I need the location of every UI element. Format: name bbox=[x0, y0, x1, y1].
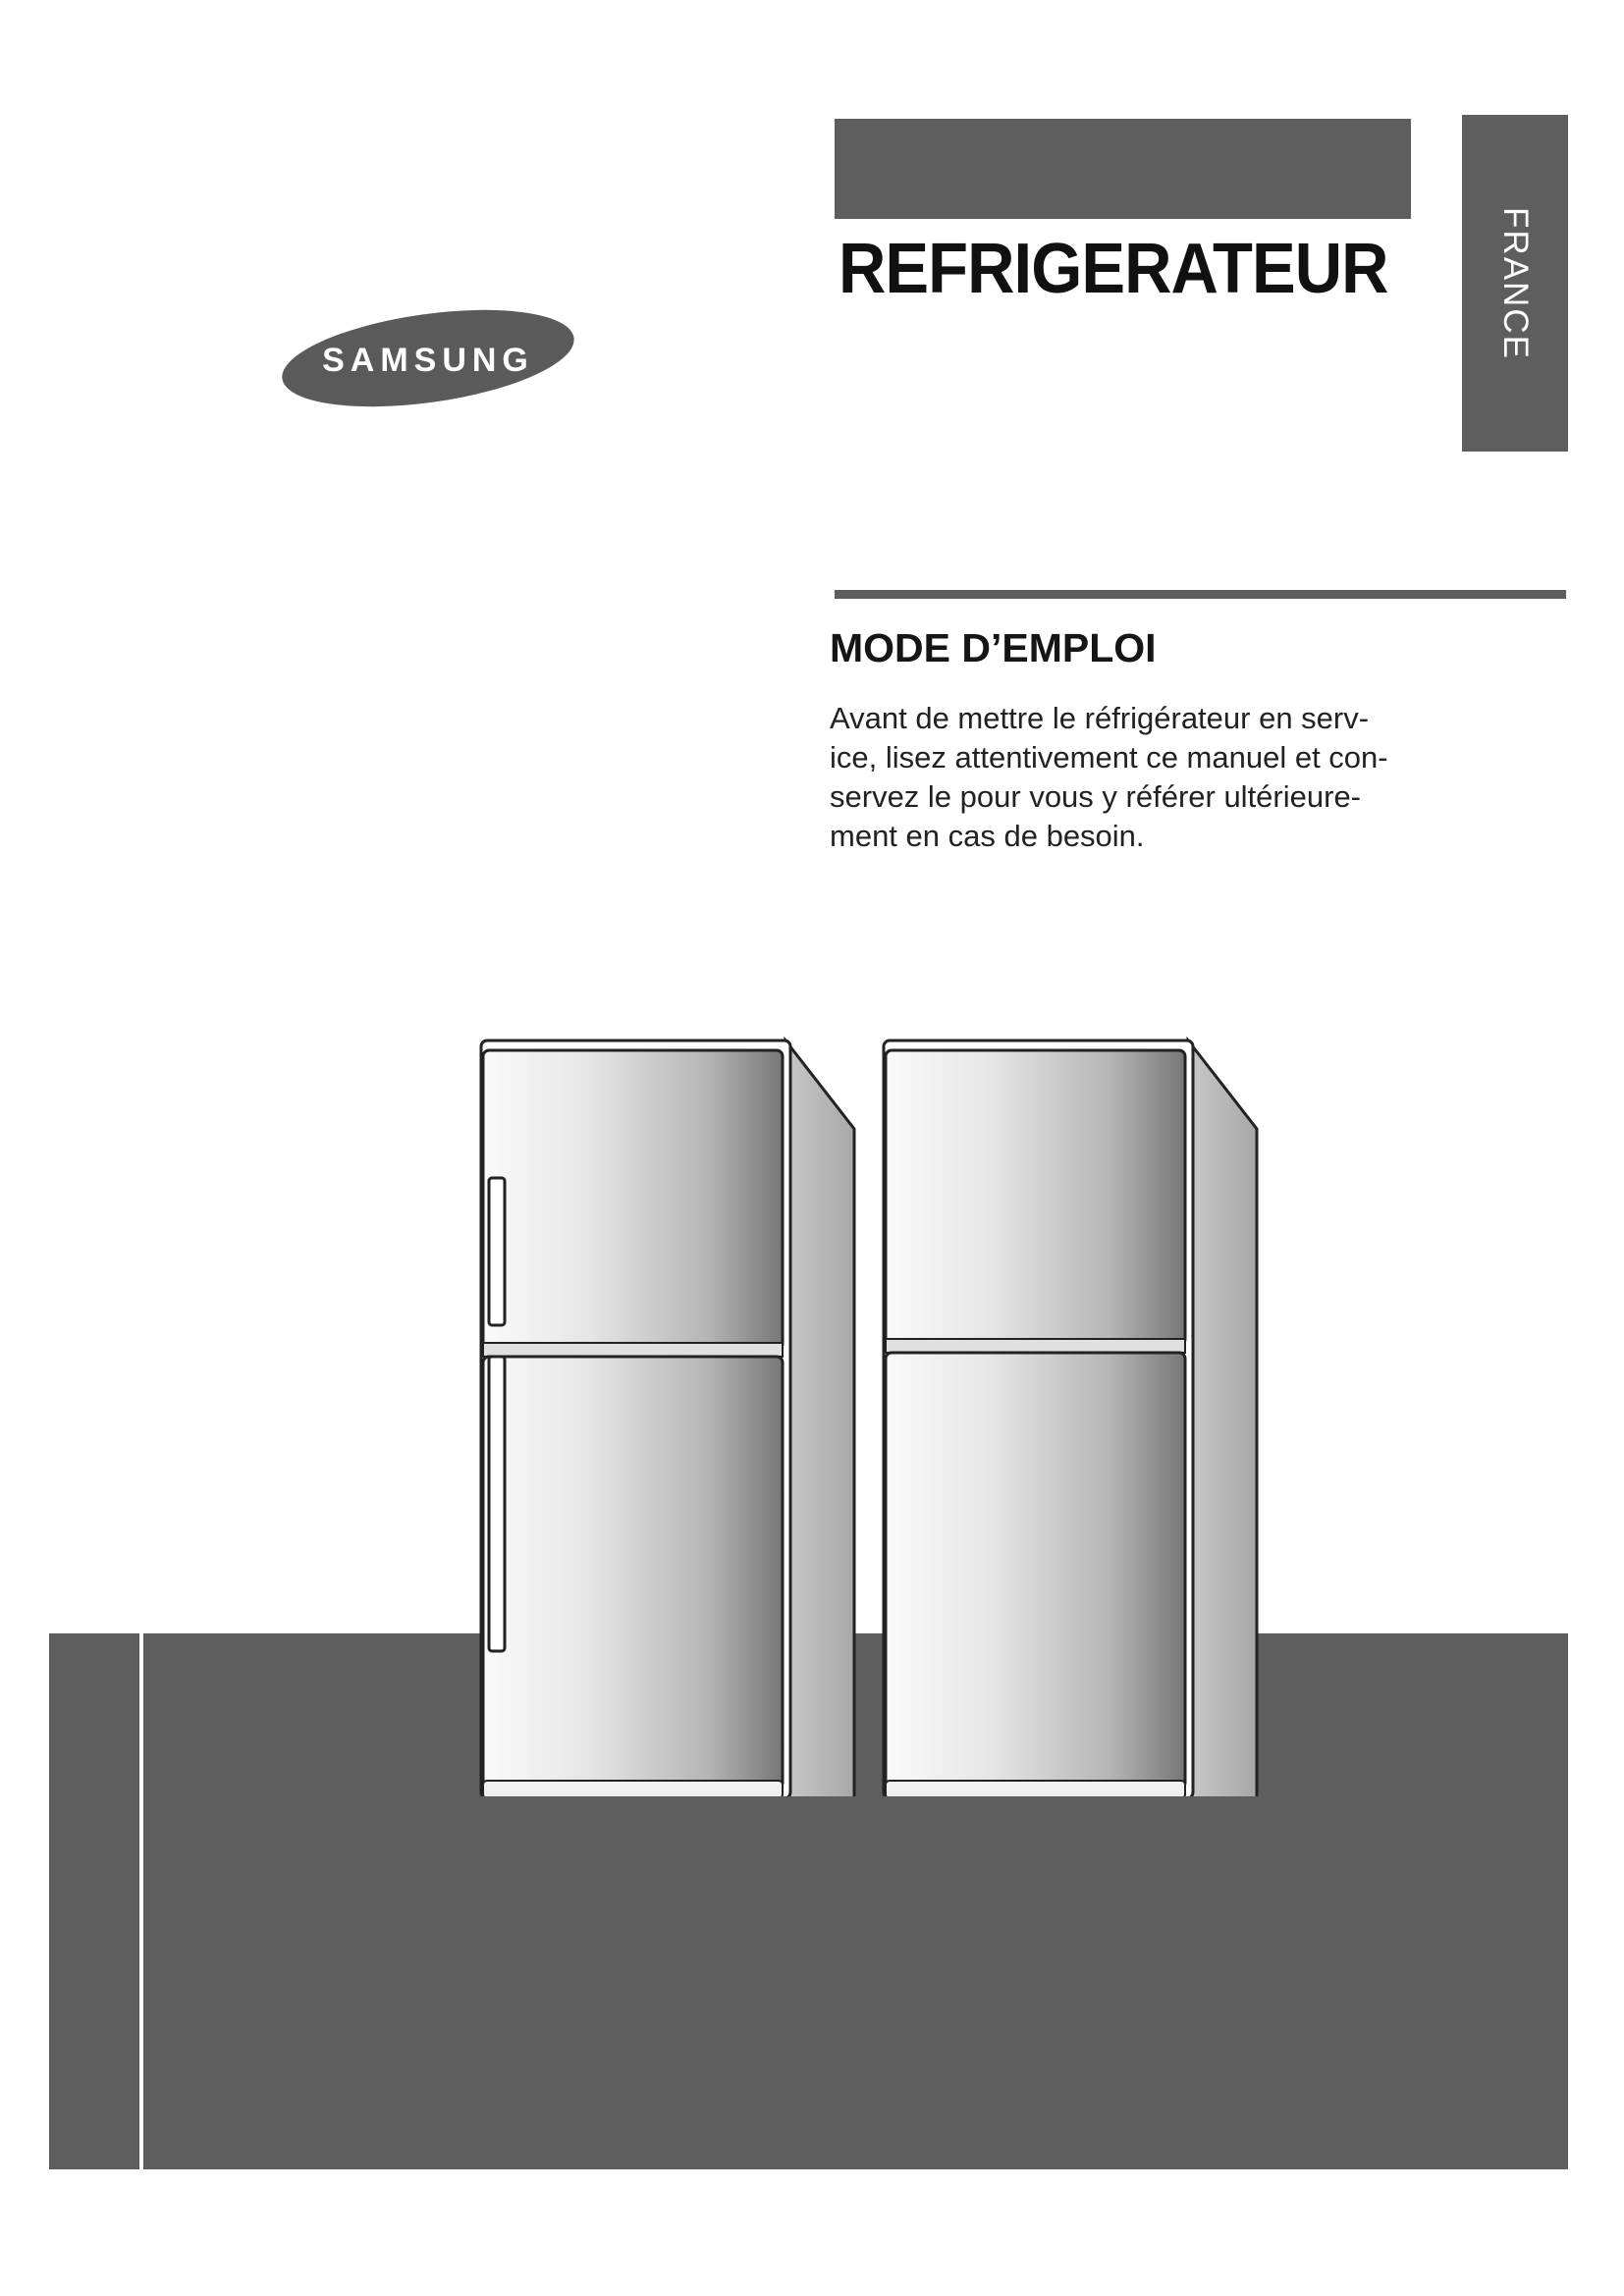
handle-icon bbox=[489, 1178, 505, 1325]
handle-icon bbox=[489, 1357, 505, 1651]
fridge-door bbox=[886, 1353, 1185, 1789]
fridge-door bbox=[483, 1357, 783, 1789]
samsung-logo bbox=[275, 304, 581, 412]
refrigerator-right bbox=[884, 1041, 1257, 1796]
section-divider bbox=[835, 590, 1566, 599]
intro-paragraph: Avant de mettre le réfrigérateur en serv- ice, lisez attentivement ce manuel et con- servez le pour vous y référer ultérieure- ment en cas de besoin. bbox=[830, 701, 1388, 853]
section-subtitle: MODE D’EMPLOI bbox=[830, 625, 1157, 670]
refrigerators-illustration bbox=[461, 1011, 1286, 1796]
header-band bbox=[835, 119, 1411, 219]
freezer-door bbox=[886, 1050, 1185, 1345]
language-tab bbox=[1462, 115, 1568, 452]
floor-band-left bbox=[49, 1633, 139, 2169]
language-tab-label: FRANCE bbox=[1496, 206, 1535, 360]
refrigerator-left bbox=[481, 1041, 854, 1796]
page-title: REFRIGERATEUR bbox=[839, 230, 1388, 308]
freezer-door bbox=[483, 1050, 783, 1350]
logo-text: SAMSUNG bbox=[322, 342, 534, 379]
